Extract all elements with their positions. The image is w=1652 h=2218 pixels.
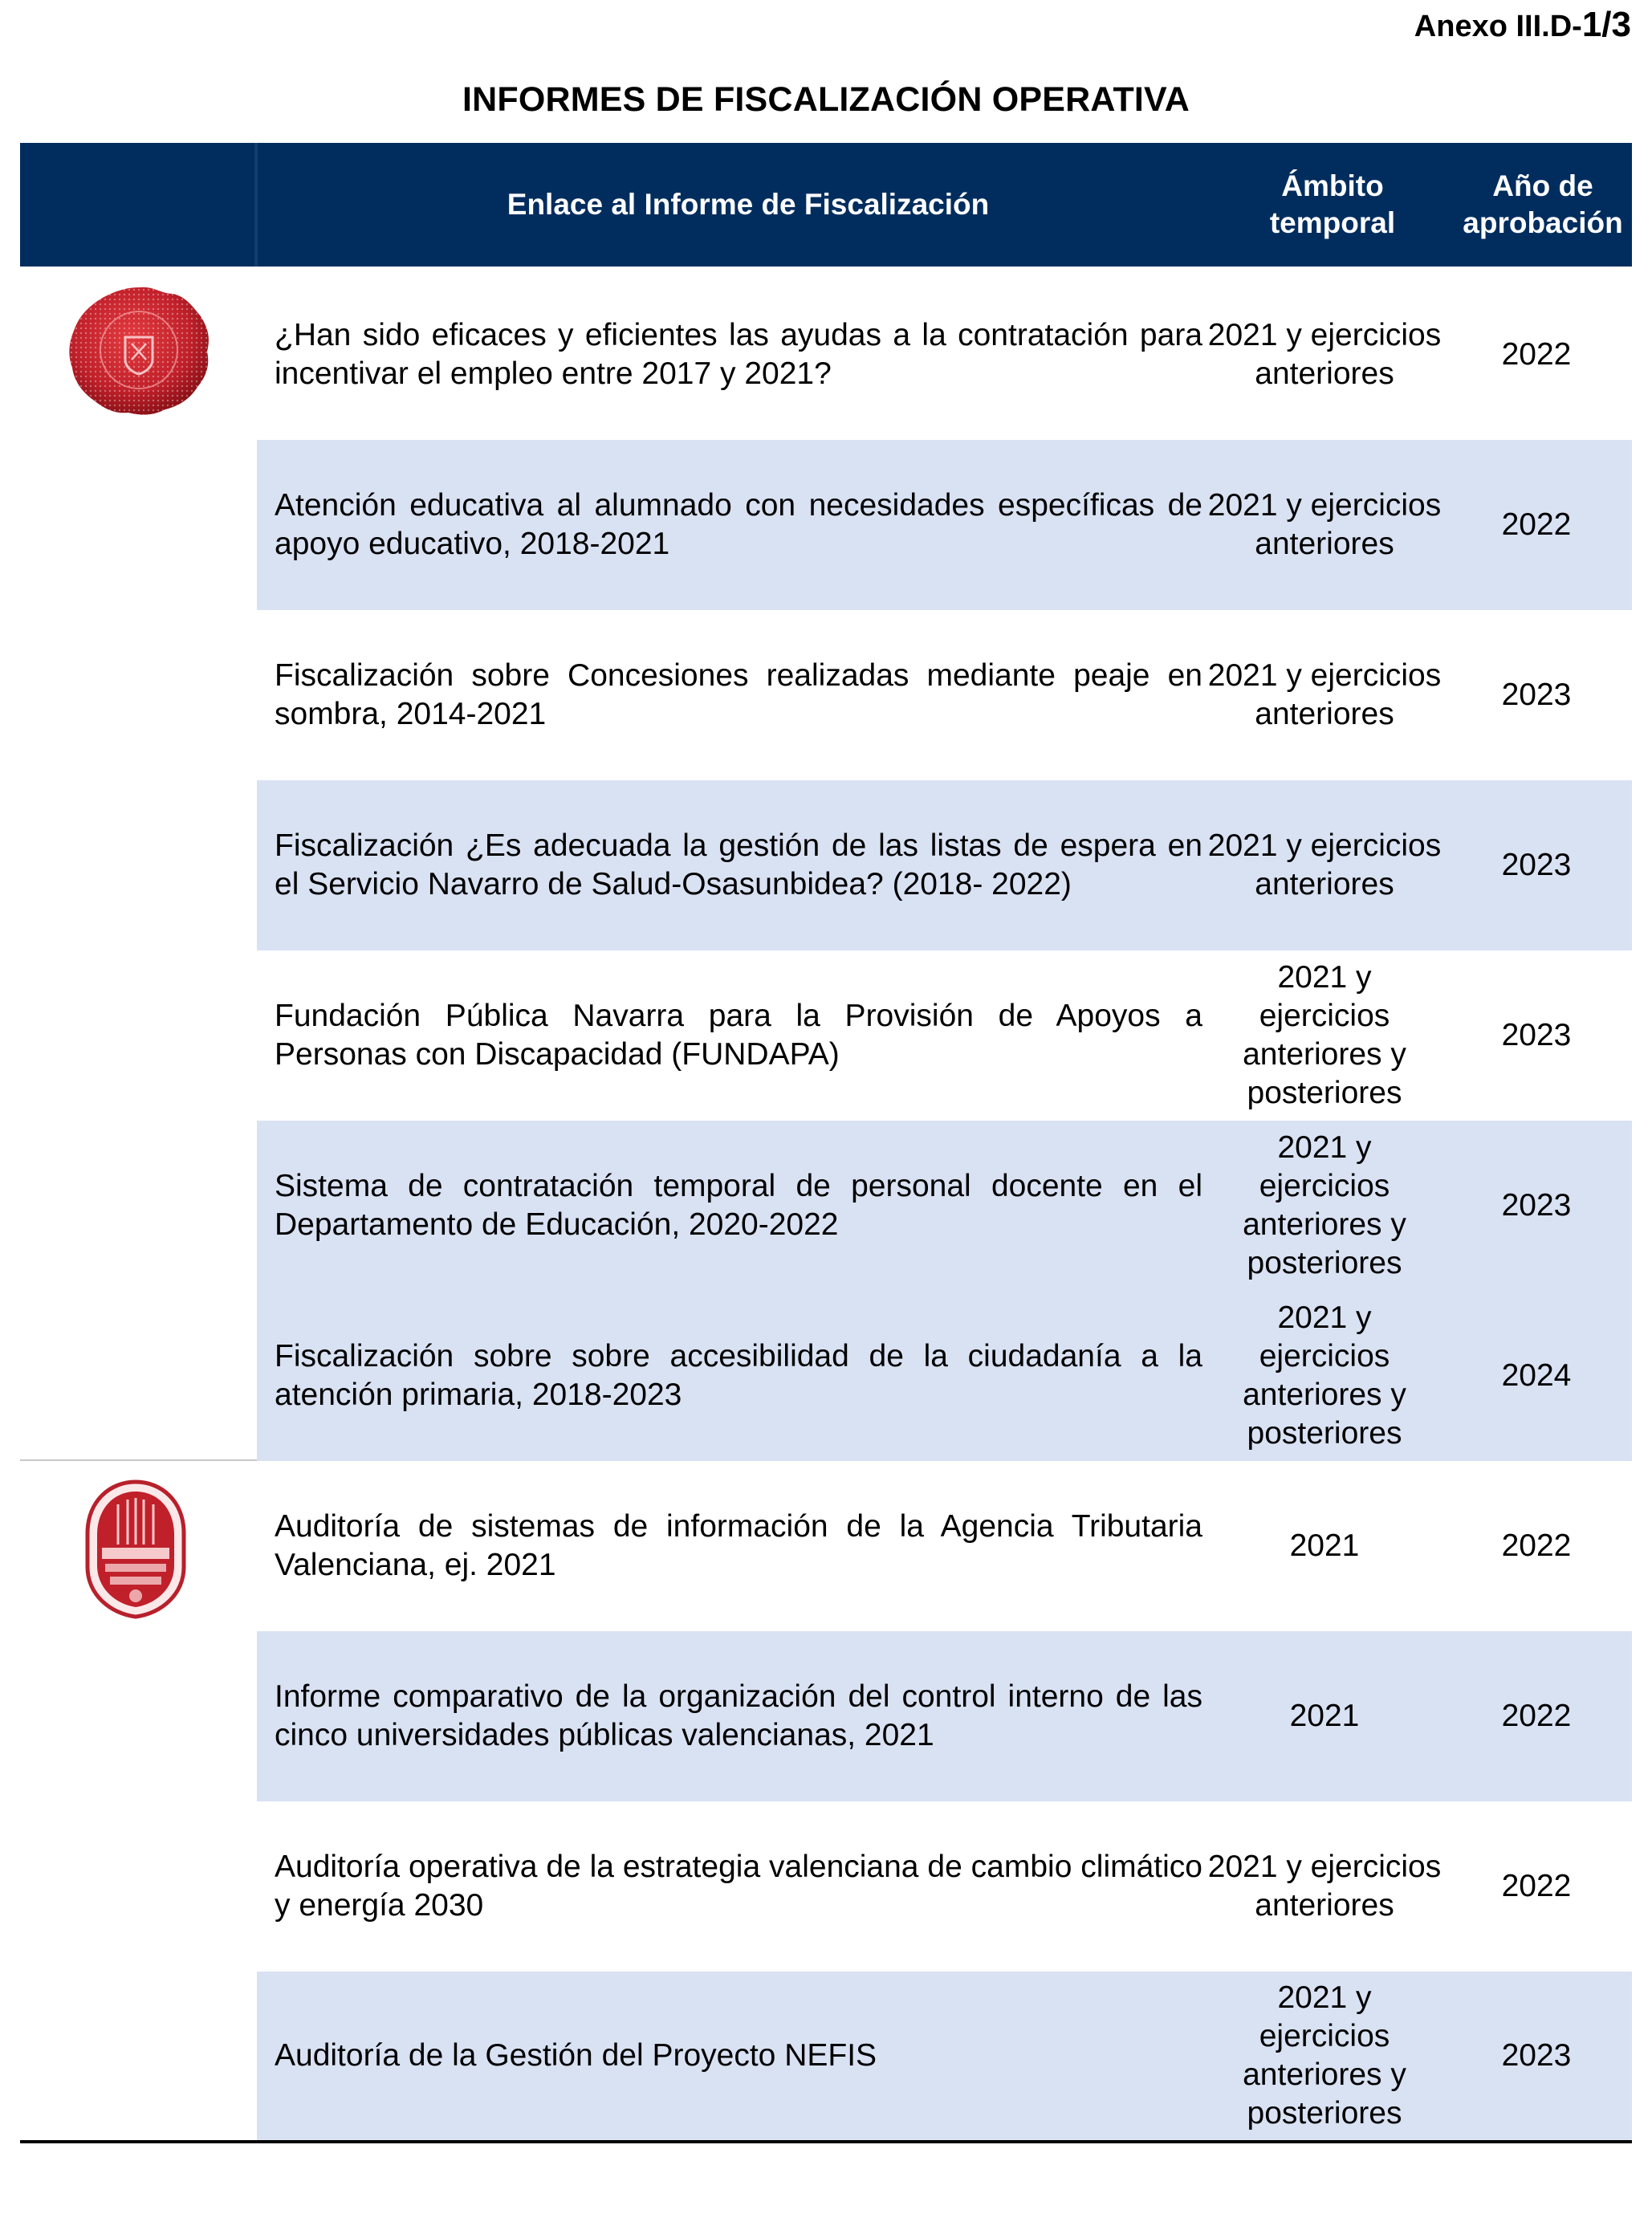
report-link[interactable] <box>275 610 1202 780</box>
scope-text: 2021 y ejercicios anteriores y posteriores <box>1243 1130 1406 1280</box>
table-row <box>257 1631 1632 1801</box>
report-link[interactable] <box>275 1972 1202 2140</box>
year-cell: 2022 <box>1501 507 1572 542</box>
year-cell: 2023 <box>1501 2038 1572 2073</box>
scope-cell: 2021 y ejercicios anteriores <box>1207 1850 1442 1923</box>
report-link[interactable] <box>275 1461 1202 1631</box>
report-title: Fiscalización ¿Es adecuada la gestión de las listas de espera en el Servicio Navarro de Salud-Osasunbidea? (2018- 2022) <box>275 828 1202 901</box>
year-cell: 2023 <box>1501 1188 1572 1223</box>
report-title: Informe comparativo de la organización del control interno de las cinco universidades públicas valencianas, 2021 <box>275 1679 1202 1752</box>
scope-cell: 2021 y ejercicios anteriores <box>1207 488 1442 561</box>
report-title: Sistema de contratación temporal de personal docente en el Departamento de Educación, 2020-2022 <box>275 1169 1202 1242</box>
table-row <box>257 950 1632 1121</box>
report-link[interactable] <box>275 270 1202 440</box>
page-title: INFORMES DE FISCALIZACIÓN OPERATIVA <box>462 80 1190 119</box>
report-title: Fiscalización sobre sobre accesibilidad de la ciudadanía a la atención primaria, 2018-2023 <box>275 1339 1202 1412</box>
header-scope <box>1212 143 1453 267</box>
report-link[interactable] <box>275 1121 1202 1291</box>
year-cell: 2023 <box>1501 1018 1572 1052</box>
report-link[interactable] <box>275 1291 1202 1461</box>
scope-cell <box>1204 1972 1445 2140</box>
table-row <box>257 780 1632 950</box>
report-link[interactable] <box>275 950 1202 1121</box>
table-row <box>257 610 1632 780</box>
table-row <box>257 1972 1632 2140</box>
table-row <box>257 1461 1632 1631</box>
report-title: Auditoría de sistemas de información de la Agencia Tributaria Valenciana, ej. 2021 <box>275 1509 1202 1582</box>
header-year <box>1434 143 1651 267</box>
scope-text: 2021 y ejercicios anteriores y posteriores <box>1243 1300 1406 1451</box>
table-row <box>257 1291 1632 1461</box>
report-title: Auditoría de la Gestión del Proyecto NEFIS <box>275 2038 877 2073</box>
scope-cell: 2021 <box>1289 1699 1360 1733</box>
scope-cell <box>1204 1121 1445 1291</box>
report-link[interactable] <box>275 1631 1202 1801</box>
report-title: Fiscalización sobre Concesiones realizadas mediante peaje en sombra, 2014-2021 <box>275 658 1202 731</box>
report-link[interactable] <box>275 440 1202 610</box>
year-cell: 2022 <box>1501 1869 1572 1903</box>
table-header <box>20 143 1632 267</box>
header-scope-text: Ámbito temporal <box>1269 169 1396 239</box>
annex-text: Anexo III.D- <box>1414 10 1582 43</box>
annex-label <box>1414 5 1631 45</box>
scope-cell: 2021 y ejercicios anteriores <box>1207 658 1442 731</box>
year-cell: 2024 <box>1501 1358 1572 1393</box>
bottom-rule <box>20 2140 1632 2143</box>
group-divider <box>20 1459 257 1461</box>
year-cell: 2022 <box>1501 337 1572 372</box>
annex-page: 1/3 <box>1581 5 1631 44</box>
year-cell: 2023 <box>1501 848 1572 882</box>
year-cell: 2022 <box>1501 1699 1572 1733</box>
table-row <box>257 270 1632 440</box>
sindicatura-crest-icon <box>78 1477 193 1620</box>
table-row <box>257 1801 1632 1972</box>
report-title: ¿Han sido eficaces y eficientes las ayudas a la contratación para incentivar el empleo entre 2017 y 2021? <box>275 318 1202 391</box>
table-row <box>257 440 1632 610</box>
report-title: Auditoría operativa de la estrategia valenciana de cambio climático y energía 2030 <box>275 1850 1202 1923</box>
scope-text: 2021 y ejercicios anteriores y posteriores <box>1243 1980 1406 2131</box>
scope-cell: 2021 y ejercicios anteriores <box>1207 318 1442 391</box>
year-cell: 2022 <box>1501 1528 1572 1563</box>
header-year-text: Año de aprobación <box>1463 169 1623 239</box>
report-title: Atención educativa al alumnado con necesidades específicas de apoyo educativo, 2018-2021 <box>275 488 1202 561</box>
scope-text: 2021 y ejercicios anteriores y posteriores <box>1243 960 1406 1110</box>
scope-cell: 2021 y ejercicios anteriores <box>1207 828 1442 901</box>
table-row <box>257 1121 1632 1291</box>
report-link[interactable] <box>275 1801 1202 1972</box>
year-cell: 2023 <box>1501 678 1572 712</box>
red-wax-seal-icon <box>64 283 214 419</box>
scope-cell <box>1204 950 1445 1121</box>
report-title: Fundación Pública Navarra para la Provisión de Apoyos a Personas con Discapacidad (FUNDAPA) <box>275 999 1202 1072</box>
report-link[interactable] <box>275 780 1202 950</box>
scope-cell: 2021 <box>1289 1528 1360 1563</box>
header-link: Enlace al Informe de Fiscalización <box>507 188 990 221</box>
scope-cell <box>1204 1291 1445 1461</box>
